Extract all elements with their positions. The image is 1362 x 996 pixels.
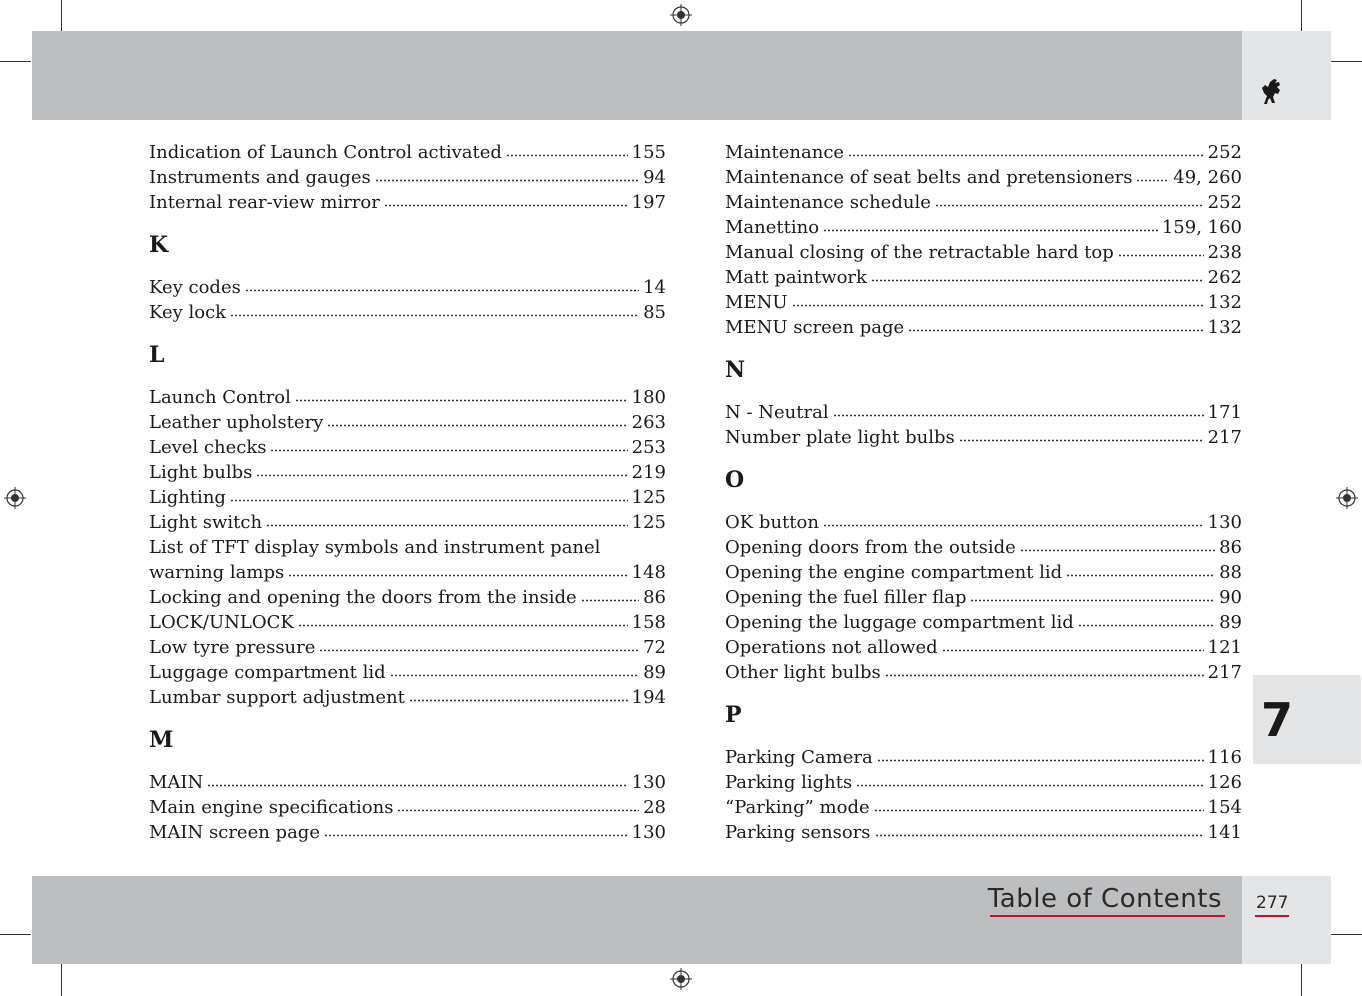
index-entry: [725, 315, 1242, 340]
index-entry: [149, 660, 666, 685]
dot-leader: [792, 304, 1204, 308]
index-entry-label: Opening the engine compartment lid: [725, 562, 1063, 583]
index-entry-label: List of TFT display symbols and instrument panel: [149, 537, 601, 558]
index-entry: [149, 385, 666, 410]
dot-leader: [506, 154, 628, 158]
index-entry-page: 130: [631, 822, 666, 843]
index-entry-page: 89: [643, 662, 666, 683]
index-entry-label: Parking lights: [725, 772, 853, 793]
index-entry: [725, 795, 1242, 820]
index-entry: [725, 820, 1242, 845]
index-entry-page: 263: [631, 412, 666, 433]
index-entry: [725, 535, 1242, 560]
index-entry-page: 252: [1207, 142, 1242, 163]
index-entry: [725, 560, 1242, 585]
index-entry-label: Low tyre pressure: [149, 637, 316, 658]
crop-mark: [1301, 964, 1302, 996]
index-entry-label: Light bulbs: [149, 462, 253, 483]
index-entry-label: Main engine specifications: [149, 797, 394, 818]
dot-leader: [245, 289, 639, 293]
dot-leader: [1136, 179, 1169, 183]
dot-leader: [823, 524, 1204, 528]
crop-mark: [1331, 934, 1362, 935]
index-entry: [149, 485, 666, 510]
index-entry-page: 28: [643, 797, 666, 818]
dot-leader: [1066, 574, 1215, 578]
dot-leader: [270, 449, 627, 453]
section-title: Table of Contents: [987, 884, 1222, 914]
registration-mark-icon: [4, 487, 26, 509]
index-entry-label: Number plate light bulbs: [725, 427, 955, 448]
index-entry: [725, 290, 1242, 315]
index-entry-page: 171: [1207, 402, 1242, 423]
index-entry-page: 72: [643, 637, 666, 658]
index-entry-label: Key codes: [149, 277, 241, 298]
index-entry: [725, 770, 1242, 795]
index-entry-label: Indication of Launch Control activated: [149, 142, 502, 163]
crop-mark: [61, 0, 62, 31]
index-entry-page: 158: [631, 612, 666, 633]
index-entry-page: 219: [631, 462, 666, 483]
index-entry-label: Other light bulbs: [725, 662, 881, 683]
index-entry-page: 86: [643, 587, 666, 608]
index-entry: [149, 165, 666, 190]
index-entry-label: Parking sensors: [725, 822, 871, 843]
index-entry: [725, 745, 1242, 770]
index-entry: [149, 635, 666, 660]
section-letter-l: L: [149, 342, 165, 368]
index-entry: [725, 660, 1242, 685]
dot-leader: [877, 759, 1204, 763]
index-entry-page: 121: [1207, 637, 1242, 658]
index-entry: [725, 215, 1242, 240]
dot-leader: [409, 699, 628, 703]
crop-mark: [0, 61, 31, 62]
index-entry: [149, 410, 666, 435]
footer-page-tab: [1242, 876, 1331, 964]
index-entry-label: Maintenance schedule: [725, 192, 931, 213]
index-entry-page: 89: [1219, 612, 1242, 633]
index-entry-label: Internal rear-view mirror: [149, 192, 380, 213]
index-entry-page: 132: [1207, 292, 1242, 313]
dot-leader: [397, 809, 639, 813]
index-entry-page: 217: [1207, 662, 1242, 683]
index-entry-label: Key lock: [149, 302, 227, 323]
dot-leader: [1118, 254, 1204, 258]
index-entry-label: warning lamps: [149, 562, 285, 583]
index-entry-label: MAIN: [149, 772, 204, 793]
index-entry: [725, 165, 1242, 190]
index-entry: [149, 610, 666, 635]
dot-leader: [1078, 624, 1215, 628]
dot-leader: [295, 399, 628, 403]
dot-leader: [375, 179, 639, 183]
index-entry: [725, 240, 1242, 265]
index-entry: [149, 820, 666, 845]
registration-mark-icon: [1336, 487, 1358, 509]
index-entry-label: MAIN screen page: [149, 822, 320, 843]
index-entry-page: 252: [1207, 192, 1242, 213]
dot-leader: [874, 809, 1204, 813]
dot-leader: [1020, 549, 1215, 553]
index-entry-label: Leather upholstery: [149, 412, 324, 433]
dot-leader: [848, 154, 1204, 158]
index-entry: [149, 275, 666, 300]
index-entry: [149, 770, 666, 795]
index-entry-page: 262: [1207, 267, 1242, 288]
prancing-horse-logo-icon: [1258, 76, 1286, 106]
section-letter-k: K: [149, 232, 169, 258]
index-entry-label: Launch Control: [149, 387, 291, 408]
index-entry-label: Locking and opening the doors from the inside: [149, 587, 577, 608]
page-number-underline: [1255, 915, 1289, 917]
index-entry-label: Luggage compartment lid: [149, 662, 386, 683]
index-entry-label: N - Neutral: [725, 402, 829, 423]
registration-mark-icon: [670, 968, 692, 990]
dot-leader: [390, 674, 639, 678]
index-entry: [149, 460, 666, 485]
section-letter-p: P: [725, 702, 742, 728]
section-letter-m: M: [149, 727, 174, 753]
index-entry-page: 130: [1207, 512, 1242, 533]
index-column-left: [149, 140, 666, 845]
index-entry-label: Level checks: [149, 437, 267, 458]
index-entry-label: Opening the luggage compartment lid: [725, 612, 1074, 633]
index-entry-page: 94: [643, 167, 666, 188]
dot-leader: [833, 414, 1204, 418]
index-entry-page: 154: [1207, 797, 1242, 818]
dot-leader: [230, 499, 628, 503]
index-entry-label: “Parking” mode: [725, 797, 870, 818]
index-entry-label: Opening the fuel filler flap: [725, 587, 967, 608]
dot-leader: [327, 424, 627, 428]
index-entry: [149, 560, 666, 585]
dot-leader: [871, 279, 1204, 283]
index-entry-page: 125: [631, 512, 666, 533]
index-entry-page: 88: [1219, 562, 1242, 583]
dot-leader: [319, 649, 639, 653]
index-entry: [725, 400, 1242, 425]
index-entry-label: Maintenance of seat belts and pretensioners: [725, 167, 1133, 188]
index-entry-label: Light switch: [149, 512, 263, 533]
index-entry-page: 130: [631, 772, 666, 793]
index-entry: [149, 435, 666, 460]
dot-leader: [942, 649, 1204, 653]
index-entry-page: 217: [1207, 427, 1242, 448]
index-entry: [725, 190, 1242, 215]
header-band: [32, 31, 1242, 120]
index-entry-label: Matt paintwork: [725, 267, 867, 288]
index-entry: [149, 510, 666, 535]
index-entry-label: Maintenance: [725, 142, 845, 163]
index-entry-page: 141: [1207, 822, 1242, 843]
index-entry-page: 148: [631, 562, 666, 583]
dot-leader: [266, 524, 628, 528]
index-entry-page: 86: [1219, 537, 1242, 558]
index-entry: [149, 300, 666, 325]
section-letter-n: N: [725, 357, 746, 383]
index-entry-page: 14: [643, 277, 666, 298]
crop-mark: [0, 934, 31, 935]
dot-leader: [875, 834, 1204, 838]
dot-leader: [856, 784, 1203, 788]
index-entry-page: 132: [1207, 317, 1242, 338]
dot-leader: [324, 834, 628, 838]
index-column-right: [725, 140, 1242, 845]
index-entry-label: MENU: [725, 292, 788, 313]
index-entry-page: 253: [631, 437, 666, 458]
index-entry-page: 49, 260: [1173, 167, 1242, 188]
index-entry-label: Parking Camera: [725, 747, 873, 768]
index-entry-label: Manettino: [725, 217, 820, 238]
index-entry-page: 197: [631, 192, 666, 213]
index-entry: [725, 585, 1242, 610]
index-entry-label: Lumbar support adjustment: [149, 687, 405, 708]
section-letter-o: O: [725, 467, 745, 493]
dot-leader: [823, 229, 1158, 233]
index-entry: [149, 585, 666, 610]
index-entry-label: Instruments and gauges: [149, 167, 371, 188]
section-title-underline: [990, 915, 1225, 917]
dot-leader: [207, 784, 627, 788]
dot-leader: [959, 439, 1204, 443]
crop-mark: [61, 964, 62, 996]
index-entry-label: Opening doors from the outside: [725, 537, 1016, 558]
index-entry: [149, 795, 666, 820]
dot-leader: [384, 204, 628, 208]
index-entry-label: OK button: [725, 512, 819, 533]
index-entry: [725, 510, 1242, 535]
index-entry-page: 85: [643, 302, 666, 323]
index-entry-page: 90: [1219, 587, 1242, 608]
page-number: 277: [1256, 893, 1289, 913]
index-entry-page: 180: [631, 387, 666, 408]
registration-mark-icon: [670, 4, 692, 26]
index-entry: [149, 685, 666, 710]
dot-leader: [298, 624, 628, 628]
index-entry-label: Lighting: [149, 487, 226, 508]
dot-leader: [935, 204, 1204, 208]
header-logo-tab: [1242, 31, 1331, 120]
index-entry-page: 125: [631, 487, 666, 508]
index-entry: [149, 190, 666, 215]
index-entry-page: 159, 160: [1161, 217, 1242, 238]
dot-leader: [288, 574, 627, 578]
dot-leader: [908, 329, 1203, 333]
dot-leader: [230, 314, 639, 318]
chapter-tab: 7: [1253, 675, 1361, 764]
index-entry: [725, 140, 1242, 165]
index-entry-page: 194: [631, 687, 666, 708]
index-entry-page: 116: [1207, 747, 1242, 768]
index-entry-page: 126: [1207, 772, 1242, 793]
dot-leader: [581, 599, 639, 603]
dot-leader: [970, 599, 1215, 603]
crop-mark: [1331, 61, 1362, 62]
index-entry-label: Manual closing of the retractable hard top: [725, 242, 1114, 263]
index-entry-page: 155: [631, 142, 666, 163]
index-entry: [149, 140, 666, 165]
index-entry: [725, 425, 1242, 450]
index-entry: [725, 265, 1242, 290]
index-entry: [725, 610, 1242, 635]
index-entry: [725, 635, 1242, 660]
dot-leader: [256, 474, 627, 478]
index-entry-label: LOCK/UNLOCK: [149, 612, 294, 633]
dot-leader: [885, 674, 1204, 678]
index-entry-label: MENU screen page: [725, 317, 905, 338]
crop-mark: [1301, 0, 1302, 31]
index-entry-page: 238: [1207, 242, 1242, 263]
index-entry-label: Operations not allowed: [725, 637, 938, 658]
